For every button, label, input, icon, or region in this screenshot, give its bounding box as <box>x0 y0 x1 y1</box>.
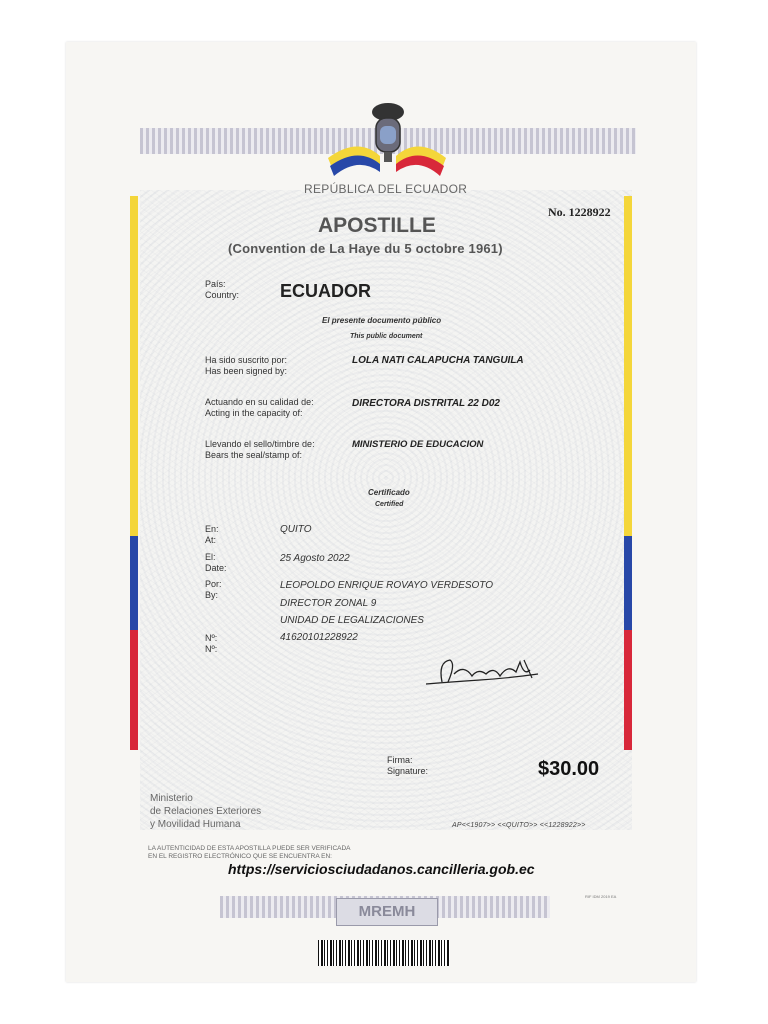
country-label-en: Country: <box>205 290 240 300</box>
at-label <box>205 524 219 546</box>
public-document-es: El presente documento público <box>322 316 442 325</box>
left-flag-red <box>130 630 138 750</box>
public-document-en: This public document <box>350 333 423 340</box>
seal-label <box>205 439 315 461</box>
document-title: APOSTILLE <box>318 214 436 237</box>
ministry-line-3: y Movilidad Humana <box>150 819 241 830</box>
at-label-es: En: <box>205 524 219 534</box>
signed-by-value: LOLA NATI CALAPUCHA TANGUILA <box>352 355 524 366</box>
by-name: LEOPOLDO ENRIQUE ROVAYO VERDESOTO <box>280 580 494 591</box>
ministry-block <box>150 792 261 831</box>
left-flag-blue <box>130 536 138 630</box>
capacity-label-es: Actuando en su calidad de: <box>205 397 314 407</box>
signed-by-label-es: Ha sido suscrito por: <box>205 355 288 365</box>
ministry-line-1: Ministerio <box>150 793 193 804</box>
by-unit: UNIDAD DE LEGALIZACIONES <box>280 615 424 626</box>
verification-note <box>148 845 351 861</box>
machine-readable-code: AP<<1907>> <<QUITO>> <<1228922>> <box>452 822 586 829</box>
by-label <box>205 579 222 601</box>
right-flag-red <box>624 630 632 750</box>
country-value: ECUADOR <box>280 281 372 301</box>
number-label <box>205 633 217 655</box>
signed-by-label <box>205 355 287 377</box>
right-flag-yellow <box>624 196 632 536</box>
print-code: RIF IDM 2019 EA <box>585 894 617 899</box>
at-label-en: At: <box>205 535 217 545</box>
verification-line-2: EN EL REGISTRO ELECTRÓNICO QUE SE ENCUENTRA EN: <box>148 853 332 860</box>
verification-url[interactable]: https://serviciosciudadanos.cancilleria.gob.ec <box>228 861 535 877</box>
number-value: 41620101228922 <box>280 632 358 643</box>
capacity-label <box>205 397 314 419</box>
capacity-value: DIRECTORA DISTRITAL 22 D02 <box>352 398 500 409</box>
by-title: DIRECTOR ZONAL 9 <box>280 598 377 609</box>
handwritten-signature <box>420 654 544 692</box>
barcode <box>318 940 450 966</box>
convention-subtitle: (Convention de La Haye du 5 octobre 1961) <box>228 241 503 256</box>
verification-line-1: LA AUTENTICIDAD DE ESTA APOSTILLA PUEDE SER VERIFICADA <box>148 845 351 852</box>
signature-label <box>387 755 428 777</box>
date-label <box>205 552 227 574</box>
number-label-en: Nº: <box>205 644 218 654</box>
capacity-label-en: Acting in the capacity of: <box>205 408 303 418</box>
signature-label-es: Firma: <box>387 755 413 765</box>
mremh-seal: MREMH <box>336 898 438 926</box>
date-value: 25 Agosto 2022 <box>280 553 350 564</box>
date-label-es: El: <box>205 552 216 562</box>
by-label-es: Por: <box>205 579 222 589</box>
apostille-number: No. 1228922 <box>548 205 611 219</box>
by-label-en: By: <box>205 590 219 600</box>
republica-heading: REPÚBLICA DEL ECUADOR <box>304 182 468 196</box>
signature-label-en: Signature: <box>387 766 429 776</box>
country-label <box>205 279 239 301</box>
seal-label-en: Bears the seal/stamp of: <box>205 450 303 460</box>
fee-amount: $30.00 <box>538 758 600 780</box>
left-flag-yellow <box>130 196 138 536</box>
country-label-es: País: <box>205 279 226 289</box>
at-value: QUITO <box>280 524 312 535</box>
seal-label-es: Llevando el sello/timbre de: <box>205 439 315 449</box>
right-flag-blue <box>624 536 632 630</box>
certified-es: Certificado <box>368 488 410 497</box>
seal-value: MINISTERIO DE EDUCACION <box>352 439 484 450</box>
certified-en: Certified <box>375 501 404 508</box>
number-label-es: Nº: <box>205 633 218 643</box>
signed-by-label-en: Has been signed by: <box>205 366 288 376</box>
coat-of-arms-icon <box>318 96 458 182</box>
ministry-line-2: de Relaciones Exteriores <box>150 806 262 817</box>
date-label-en: Date: <box>205 563 227 573</box>
